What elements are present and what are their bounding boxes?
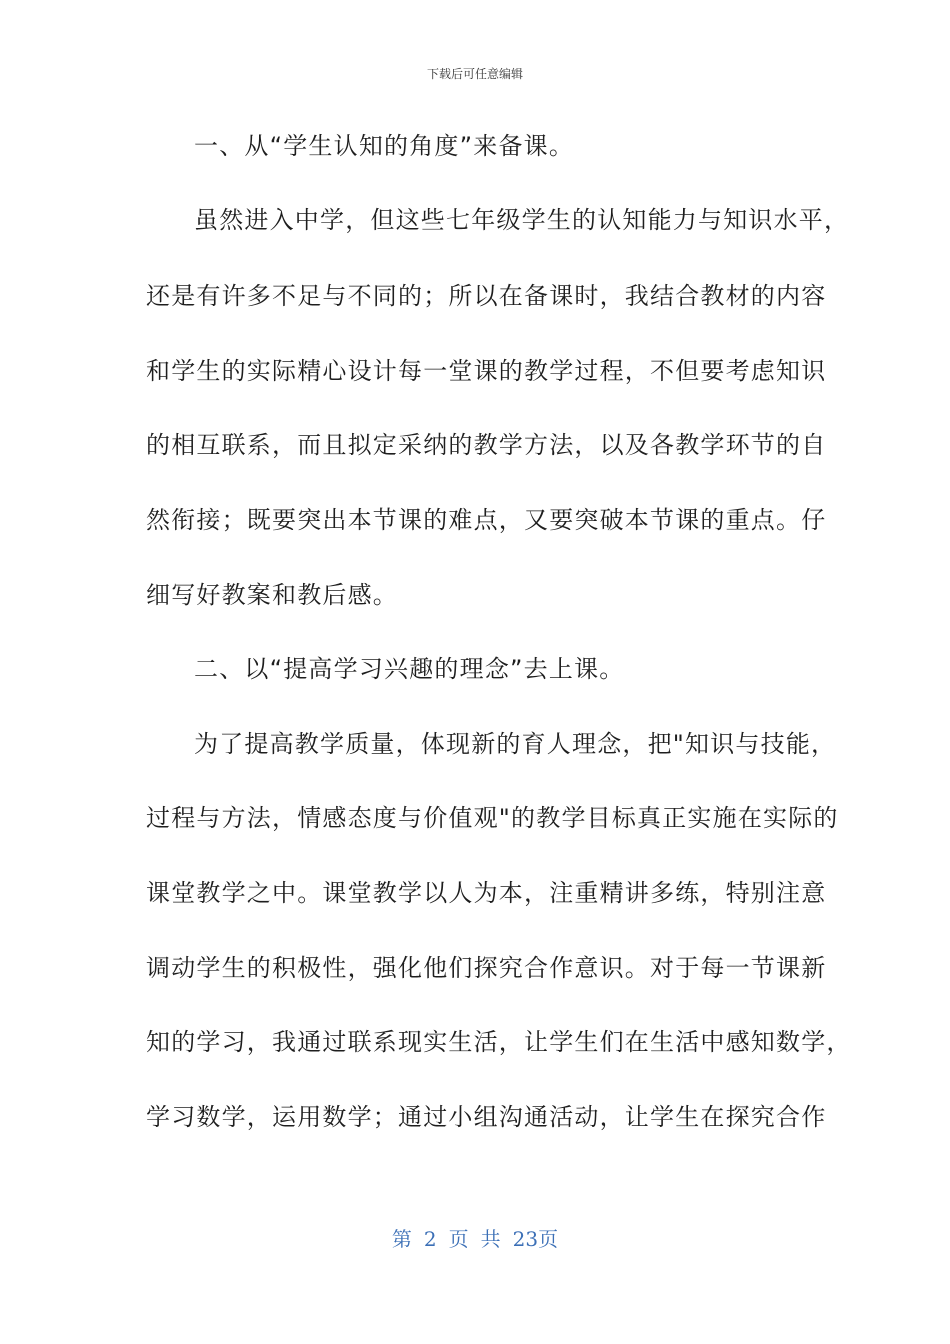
text-line: 和学生的实际精心设计每一堂课的教学过程，不但要考虑知识	[146, 357, 827, 385]
text-line: 二、以“提高学习兴趣的理念”去上课。	[194, 655, 625, 683]
footer-label-di: 第	[391, 1227, 412, 1251]
text-line: 然衔接；既要突出本节课的难点，又要突破本节课的重点。仔	[146, 506, 827, 534]
footer-label-ye: 页	[448, 1227, 469, 1251]
text-line: 课堂教学之中。课堂教学以人为本，注重精讲多练，特别注意	[146, 879, 827, 907]
text-line: 知的学习，我通过联系现实生活，让学生们在生活中感知数学，	[146, 1028, 852, 1056]
text-line: 细写好教案和教后感。	[146, 581, 398, 609]
page-footer	[0, 1226, 950, 1252]
text-line: 一、从“学生认知的角度”来备课。	[194, 132, 575, 160]
text-line: 的相互联系，而且拟定采纳的教学方法，以及各教学环节的自	[146, 431, 827, 459]
text-line: 还是有许多不足与不同的；所以在备课时，我结合教材的内容	[146, 282, 827, 310]
text-line: 虽然进入中学，但这些七年级学生的认知能力与知识水平，	[194, 206, 850, 234]
text-line: 为了提高教学质量，体现新的育人理念，把"知识与技能，	[194, 730, 837, 758]
footer-page-number: 2	[423, 1227, 437, 1251]
text-line: 过程与方法，情感态度与价值观"的教学目标真正实施在实际的	[146, 804, 839, 832]
page-header: 下载后可任意编辑	[426, 67, 523, 81]
text-line: 调动学生的积极性，强化他们探究合作意识。对于每一节课新	[146, 954, 827, 982]
text-line: 学习数学，运用数学；通过小组沟通活动，让学生在探究合作	[146, 1103, 827, 1131]
footer-label-gong: 共	[480, 1227, 501, 1251]
footer-total-pages: 23页	[512, 1227, 559, 1251]
